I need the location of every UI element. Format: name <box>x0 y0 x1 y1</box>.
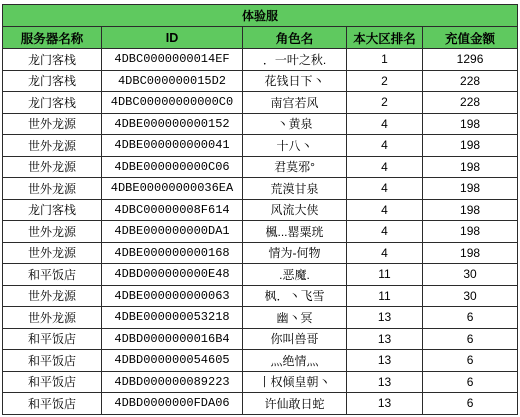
cell-id[interactable]: 4DBC00000008F614 <box>102 199 243 221</box>
table-row <box>3 350 518 372</box>
table-row <box>3 92 518 114</box>
cell-rank[interactable]: 4 <box>347 135 423 157</box>
cell-amount[interactable]: 6 <box>423 307 518 329</box>
cell-amount[interactable]: 198 <box>423 221 518 243</box>
cell-rank[interactable]: 13 <box>347 328 423 350</box>
cell-role[interactable]: .恶魔. <box>243 264 347 286</box>
table-row <box>3 49 518 71</box>
cell-server[interactable]: 世外龙源 <box>3 135 102 157</box>
cell-server[interactable]: 世外龙源 <box>3 156 102 178</box>
cell-role[interactable]: 灬绝情灬 <box>243 350 347 372</box>
cell-amount[interactable]: 6 <box>423 328 518 350</box>
table-row <box>3 178 518 200</box>
cell-server[interactable]: 和平饭店 <box>3 328 102 350</box>
cell-role[interactable]: 花钱日下丶 <box>243 70 347 92</box>
table-title: 体验服 <box>3 5 518 27</box>
cell-rank[interactable]: 2 <box>347 92 423 114</box>
cell-amount[interactable]: 30 <box>423 264 518 286</box>
cell-id[interactable]: 4DBE000000000152 <box>102 113 243 135</box>
cell-role[interactable]: 君莫邪° <box>243 156 347 178</box>
cell-rank[interactable]: 11 <box>347 285 423 307</box>
cell-server[interactable]: 龙门客栈 <box>3 199 102 221</box>
table-header-row <box>3 27 518 49</box>
cell-server[interactable]: 世外龙源 <box>3 221 102 243</box>
cell-id[interactable]: 4DBE000000000063 <box>102 285 243 307</box>
cell-rank[interactable]: 11 <box>347 264 423 286</box>
cell-server[interactable]: 龙门客栈 <box>3 92 102 114</box>
cell-rank[interactable]: 13 <box>347 371 423 393</box>
cell-role[interactable]: 情为-何物 <box>243 242 347 264</box>
cell-id[interactable]: 4DBC00000000000C0 <box>102 92 243 114</box>
cell-amount[interactable]: 6 <box>423 371 518 393</box>
cell-id[interactable]: 4DBC0000000014EF <box>102 49 243 71</box>
cell-rank[interactable]: 4 <box>347 199 423 221</box>
cell-id[interactable]: 4DBE000000053218 <box>102 307 243 329</box>
table-row <box>3 264 518 286</box>
cell-amount[interactable]: 198 <box>423 178 518 200</box>
table-row <box>3 393 518 415</box>
header-id[interactable]: ID <box>102 27 243 49</box>
cell-rank[interactable]: 13 <box>347 393 423 415</box>
table-title-row <box>3 5 518 27</box>
cell-server[interactable]: 和平饭店 <box>3 350 102 372</box>
recharge-ranking-table <box>2 4 518 415</box>
cell-role[interactable]: 幽丶冥 <box>243 307 347 329</box>
cell-amount[interactable]: 1296 <box>423 49 518 71</box>
cell-id[interactable]: 4DBC000000015D2 <box>102 70 243 92</box>
table-row <box>3 328 518 350</box>
table-row <box>3 307 518 329</box>
cell-role[interactable]: 枫．丶飞雪 <box>243 285 347 307</box>
cell-server[interactable]: 龙门客栈 <box>3 70 102 92</box>
cell-amount[interactable]: 198 <box>423 199 518 221</box>
table-row <box>3 371 518 393</box>
cell-amount[interactable]: 228 <box>423 70 518 92</box>
cell-id[interactable]: 4DBE000000000168 <box>102 242 243 264</box>
cell-server[interactable]: 和平饭店 <box>3 264 102 286</box>
header-server[interactable]: 服务器名称 <box>3 27 102 49</box>
table-row <box>3 221 518 243</box>
cell-rank[interactable]: 4 <box>347 113 423 135</box>
cell-id[interactable]: 4DBD000000054605 <box>102 350 243 372</box>
cell-server[interactable]: 和平饭店 <box>3 371 102 393</box>
cell-rank[interactable]: 4 <box>347 242 423 264</box>
cell-rank[interactable]: 4 <box>347 178 423 200</box>
cell-id[interactable]: 4DBE000000000041 <box>102 135 243 157</box>
cell-role[interactable]: 丶黄泉 <box>243 113 347 135</box>
header-amount[interactable]: 充值金额 <box>423 27 518 49</box>
table-body <box>3 49 518 415</box>
cell-id[interactable]: 4DBD0000000FDA06 <box>102 393 243 415</box>
cell-amount[interactable]: 198 <box>423 135 518 157</box>
cell-server[interactable]: 龙门客栈 <box>3 49 102 71</box>
cell-rank[interactable]: 4 <box>347 221 423 243</box>
table-row <box>3 199 518 221</box>
cell-server[interactable]: 世外龙源 <box>3 242 102 264</box>
cell-rank[interactable]: 13 <box>347 307 423 329</box>
cell-id[interactable]: 4DBE000000000C06 <box>102 156 243 178</box>
cell-amount[interactable]: 6 <box>423 393 518 415</box>
cell-amount[interactable]: 198 <box>423 156 518 178</box>
cell-server[interactable]: 世外龙源 <box>3 307 102 329</box>
cell-id[interactable]: 4DBD000000089223 <box>102 371 243 393</box>
cell-rank[interactable]: 13 <box>347 350 423 372</box>
table-row <box>3 156 518 178</box>
cell-id[interactable]: 4DBD0000000016B4 <box>102 328 243 350</box>
cell-server[interactable]: 和平饭店 <box>3 393 102 415</box>
header-role[interactable]: 角色名 <box>243 27 347 49</box>
cell-amount[interactable]: 198 <box>423 113 518 135</box>
cell-rank[interactable]: 2 <box>347 70 423 92</box>
cell-amount[interactable]: 6 <box>423 350 518 372</box>
cell-amount[interactable]: 198 <box>423 242 518 264</box>
cell-rank[interactable]: 4 <box>347 156 423 178</box>
table-row <box>3 242 518 264</box>
table-row <box>3 113 518 135</box>
cell-amount[interactable]: 228 <box>423 92 518 114</box>
cell-role[interactable]: ．一叶之秋. <box>243 49 347 71</box>
table-row <box>3 285 518 307</box>
cell-role[interactable]: 十八丶 <box>243 135 347 157</box>
cell-role[interactable]: 你叫兽哥 <box>243 328 347 350</box>
header-rank[interactable]: 本大区排名 <box>347 27 423 49</box>
cell-role[interactable]: 南宫若风 <box>243 92 347 114</box>
cell-server[interactable]: 世外龙源 <box>3 113 102 135</box>
cell-role[interactable]: 丨权倾皇朝丶 <box>243 371 347 393</box>
cell-role[interactable]: 风流大侠 <box>243 199 347 221</box>
cell-rank[interactable]: 1 <box>347 49 423 71</box>
cell-id[interactable]: 4DBE00000000036EA <box>102 178 243 200</box>
cell-role[interactable]: 荒漠甘泉 <box>243 178 347 200</box>
table-row <box>3 135 518 157</box>
table-row <box>3 70 518 92</box>
cell-id[interactable]: 4DBE000000000DA1 <box>102 221 243 243</box>
cell-role[interactable]: 许仙敢日蛇 <box>243 393 347 415</box>
cell-role[interactable]: 楓...罂粟珖 <box>243 221 347 243</box>
cell-id[interactable]: 4DBD000000000E48 <box>102 264 243 286</box>
cell-server[interactable]: 世外龙源 <box>3 285 102 307</box>
cell-server[interactable]: 世外龙源 <box>3 178 102 200</box>
cell-amount[interactable]: 30 <box>423 285 518 307</box>
